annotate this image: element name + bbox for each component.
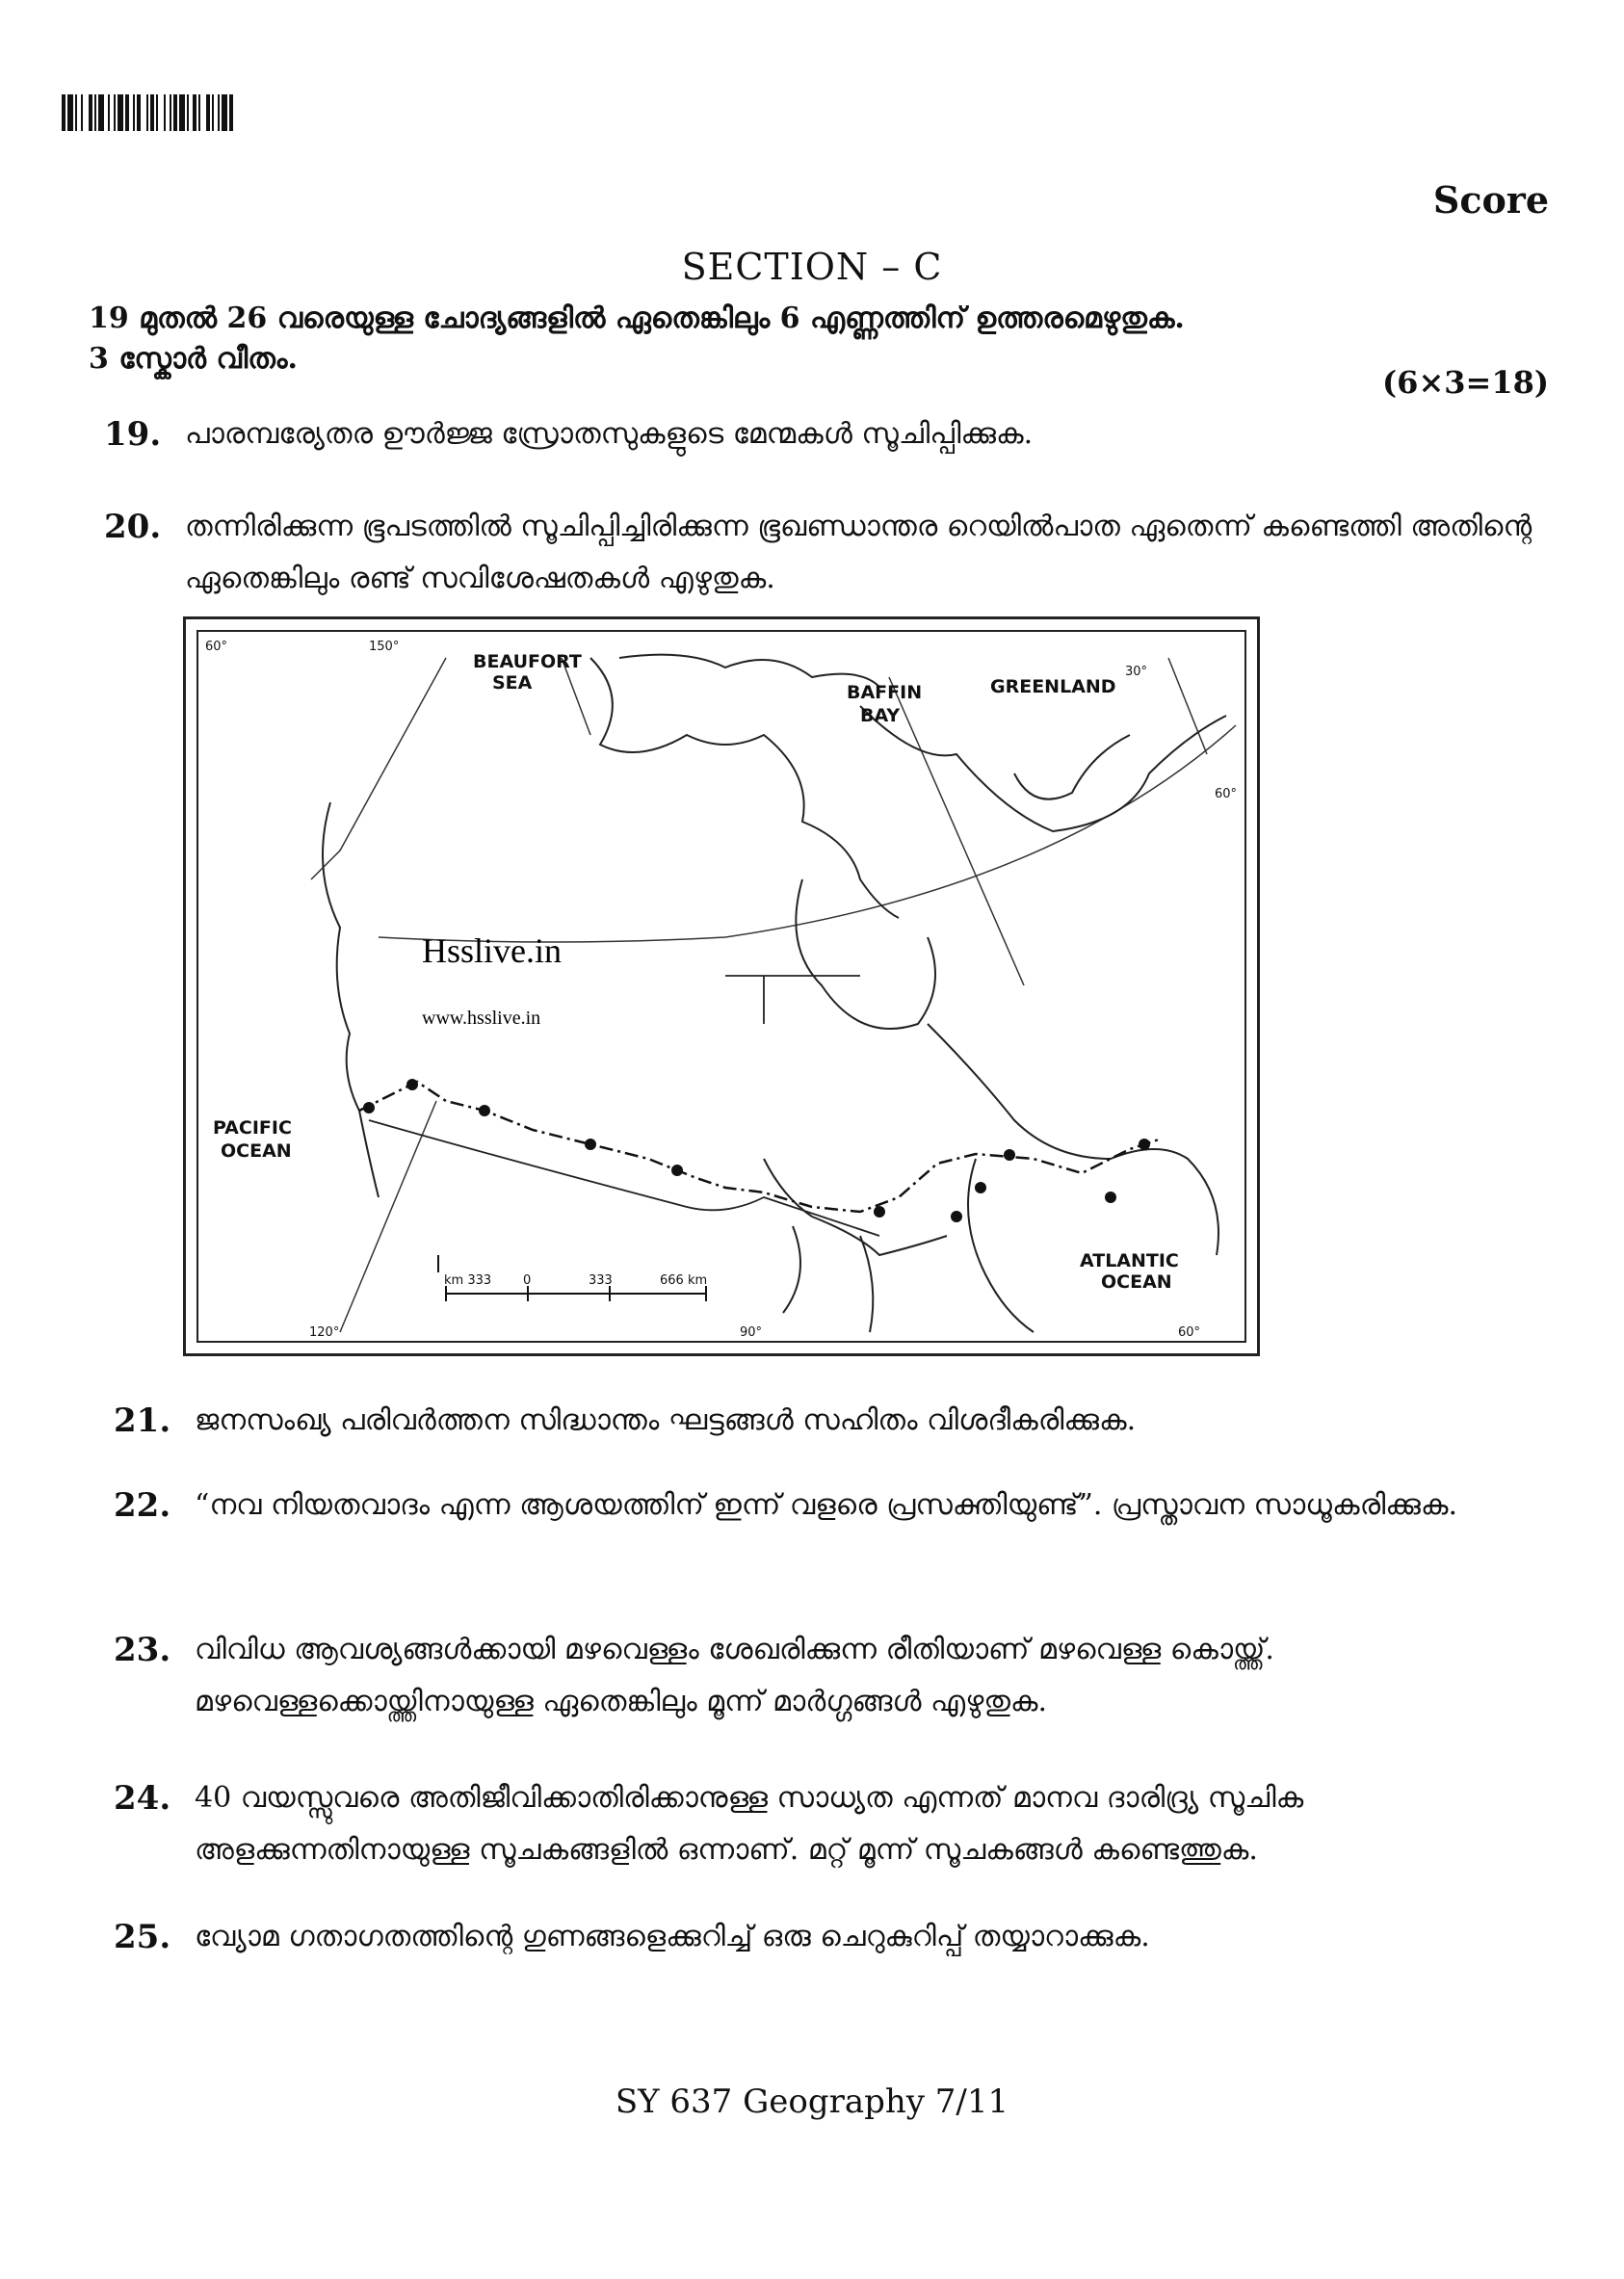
- question-21: [114, 1395, 1559, 1447]
- question-20: [104, 501, 1549, 605]
- degree-120: 120°: [309, 1325, 340, 1340]
- question-22: [114, 1480, 1481, 1532]
- degree-30: 30°: [1125, 665, 1148, 679]
- question-number: 25.: [114, 1918, 171, 1956]
- section-instructions: [89, 299, 1418, 380]
- label-baffin-bay-2: BAY: [860, 705, 901, 726]
- question-text: ജനസംഖ്യ പരിവർത്തന സിദ്ധാന്തം ഘട്ടങ്ങൾ സഹിതം വിശദീകരിക്കുക.: [195, 1403, 1137, 1437]
- map-scale: [438, 1255, 707, 1301]
- score-label: Score: [1432, 178, 1549, 222]
- question-number: 19.: [104, 415, 162, 454]
- instruction-line-2: 3 സ്കോർ വീതം.: [89, 342, 298, 376]
- coastline: [323, 655, 1226, 1332]
- section-title: SECTION – C: [681, 246, 943, 288]
- label-baffin-bay-1: BAFFIN: [847, 682, 923, 703]
- label-beaufort-sea-1: BEAUFORT: [473, 651, 582, 672]
- question-24: [114, 1772, 1530, 1876]
- label-greenland: GREENLAND: [990, 676, 1116, 697]
- scale-right: 666 km: [660, 1273, 708, 1288]
- question-text: വ്യോമ ഗതാഗതത്തിന്റെ ഗുണങ്ങളെക്കുറിച്ച് ഒരു ചെറുകുറിപ്പ് തയ്യാറാക്കുക.: [195, 1920, 1150, 1953]
- scale-zero: 0: [523, 1273, 532, 1288]
- question-number: 23.: [114, 1631, 171, 1669]
- question-number: 22.: [114, 1486, 171, 1525]
- label-beaufort-sea-2: SEA: [492, 672, 533, 694]
- label-atlantic-ocean-1: ATLANTIC: [1080, 1250, 1179, 1271]
- question-25: [114, 1911, 1559, 1963]
- degree-150: 150°: [369, 640, 400, 654]
- question-23: [114, 1624, 1530, 1728]
- map-inner-frame: [197, 631, 1245, 1342]
- label-pacific-ocean-1: PACIFIC: [213, 1117, 292, 1139]
- watermark-url: www.hsslive.in: [422, 1008, 541, 1029]
- railway-route: [359, 1082, 1159, 1212]
- degree-60-right: 60°: [1215, 787, 1238, 801]
- section-marks: (6×3=18): [1382, 364, 1549, 401]
- instruction-line-1: 19 മുതൽ 26 വരെയുള്ള ചോദ്യങ്ങളിൽ ഏതെങ്കിലും 6 എണ്ണത്തിന് ഉത്തരമെഴുതുക.: [89, 301, 1185, 335]
- question-19: [104, 408, 1549, 460]
- degree-60-top-left: 60°: [205, 640, 228, 654]
- question-number: 20.: [104, 508, 162, 546]
- railway-map: [183, 616, 1260, 1356]
- question-text: 40 വയസ്സുവരെ അതിജീവിക്കാതിരിക്കാനുള്ള സാധ്യത എന്നത് മാനവ ദാരിദ്ര്യ സൂചിക അളക്കുന്നതിനായുള്ള സൂചകങ്ങളിൽ ഒന്നാണ്. മറ്റ് മൂന്ന് സൂചകങ്ങൾ കണ്ടെത്തുക.: [195, 1781, 1304, 1867]
- question-text: “നവ നിയതവാദം എന്ന ആശയത്തിന് ഇന്ന് വളരെ പ്രസക്തിയുണ്ട്”. പ്രസ്താവന സാധൂകരിക്കുക.: [195, 1488, 1458, 1522]
- label-atlantic-ocean-2: OCEAN: [1101, 1271, 1172, 1293]
- scale-left: km 333: [444, 1273, 492, 1288]
- question-text: തന്നിരിക്കുന്ന ഭൂപടത്തിൽ സൂചിപ്പിച്ചിരിക്കുന്ന ഭൂഖണ്ഡാന്തര റെയിൽപാത ഏതെന്ന് കണ്ടെത്തി അതിന്റെ ഏതെങ്കിലും രണ്ട് സവിശേഷതകൾ എഴുതുക.: [185, 510, 1532, 595]
- degree-90: 90°: [740, 1325, 763, 1340]
- scale-mid: 333: [589, 1273, 613, 1288]
- map-svg: [186, 619, 1257, 1353]
- question-number: 24.: [114, 1779, 171, 1818]
- question-text: പാരമ്പര്യേതര ഊർജ്ജ സ്രോതസുകളുടെ മേന്മകൾ സൂചിപ്പിക്കുക.: [185, 417, 1034, 451]
- barcode: [62, 94, 302, 131]
- degree-60-bottom-right: 60°: [1178, 1325, 1201, 1340]
- label-pacific-ocean-2: OCEAN: [221, 1140, 292, 1162]
- page-footer: SY 637 Geography 7/11: [615, 2083, 1009, 2121]
- question-number: 21.: [114, 1401, 171, 1440]
- watermark-title: Hsslive.in: [422, 931, 563, 970]
- question-text: വിവിധ ആവശ്യങ്ങൾക്കായി മഴവെള്ളം ശേഖരിക്കുന്ന രീതിയാണ് മഴവെള്ള കൊയ്ത്ത്. മഴവെള്ളക്കൊയ്ത്തിനായുള്ള ഏതെങ്കിലും മൂന്ന് മാർഗ്ഗങ്ങൾ എഴുതുക.: [195, 1633, 1274, 1718]
